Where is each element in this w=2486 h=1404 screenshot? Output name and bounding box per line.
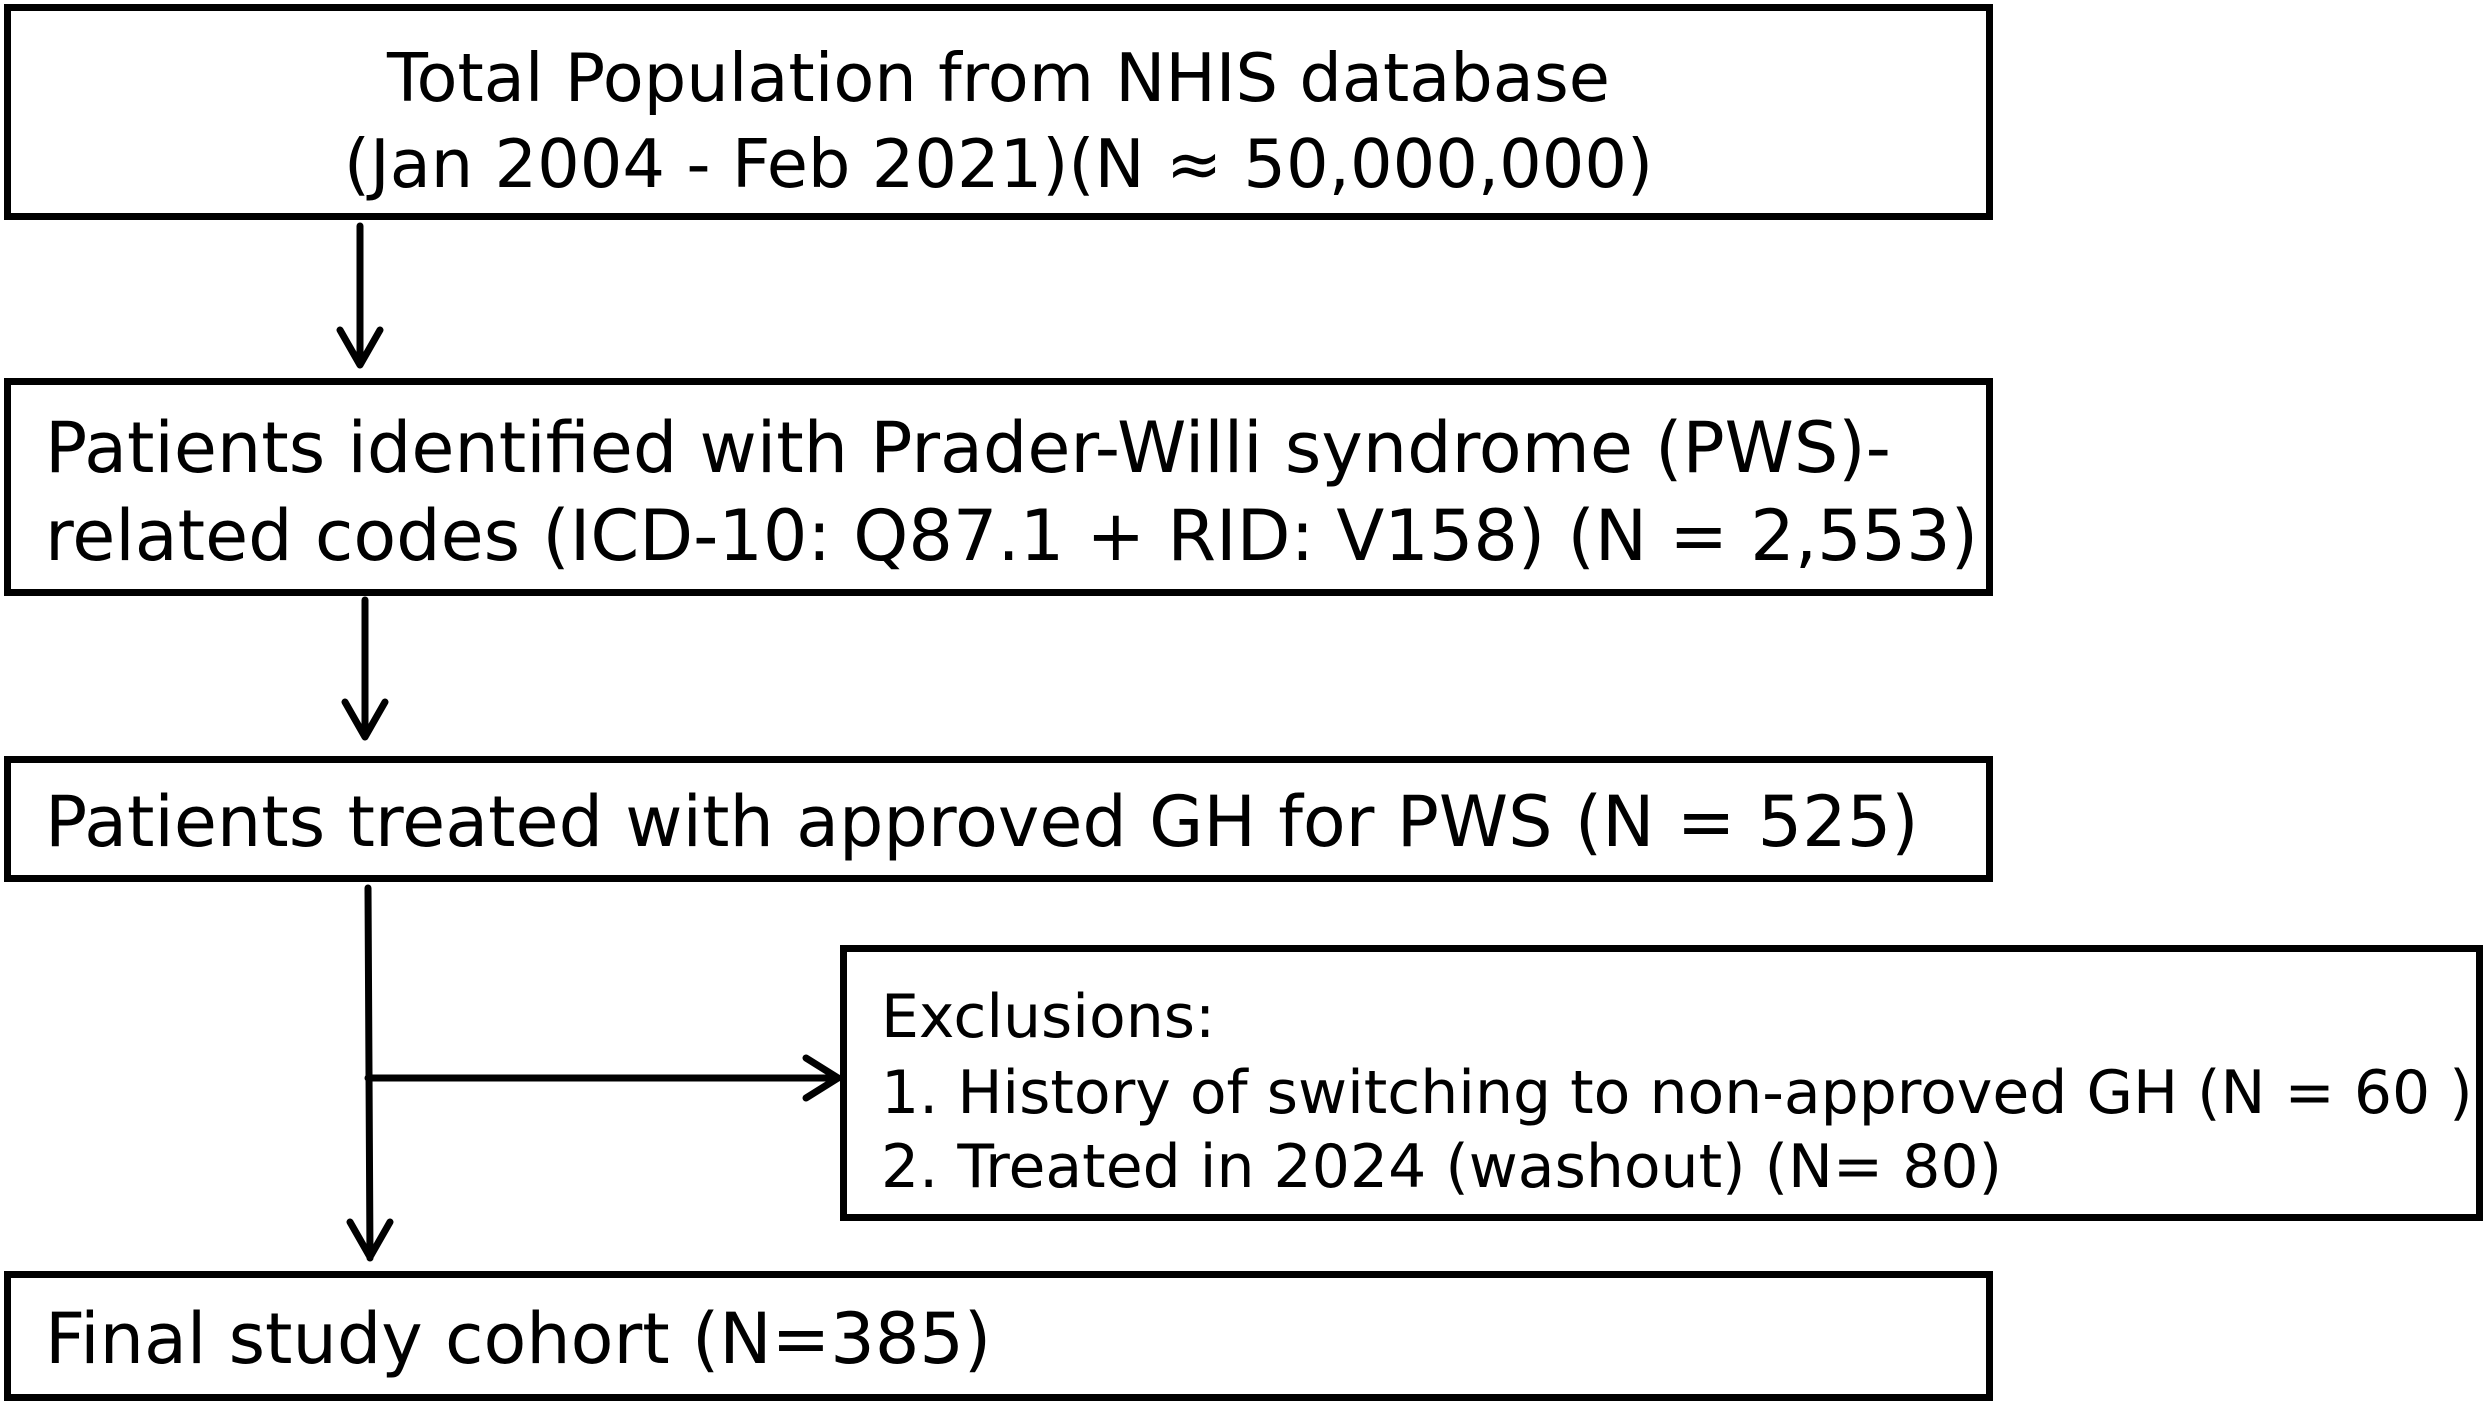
total-population-line1: Total Population from NHIS database <box>386 39 1610 117</box>
connector-gh-to-final <box>368 888 370 1258</box>
pws-identified-line2: related codes (ICD-10: Q87.1 + RID: V158) (N = 2,553) <box>45 495 1978 577</box>
total-population-line2: (Jan 2004 - Feb 2021)(N ≈ 50,000,000) <box>343 125 1654 203</box>
exclusion-item-2: 2. Treated in 2024 (washout) (N= 80) <box>881 1132 2002 1202</box>
final-cohort-line: Final study cohort (N=385) <box>45 1298 992 1380</box>
pws-identified-line1: Patients identified with Prader-Willi syndrome (PWS)- <box>45 407 1891 489</box>
exclusions-heading: Exclusions: <box>881 982 1216 1052</box>
exclusion-item-1: 1. History of switching to non-approved GH (N = 60 ) <box>881 1058 2473 1128</box>
approved-gh-line: Patients treated with approved GH for PWS (N = 525) <box>45 781 1919 863</box>
